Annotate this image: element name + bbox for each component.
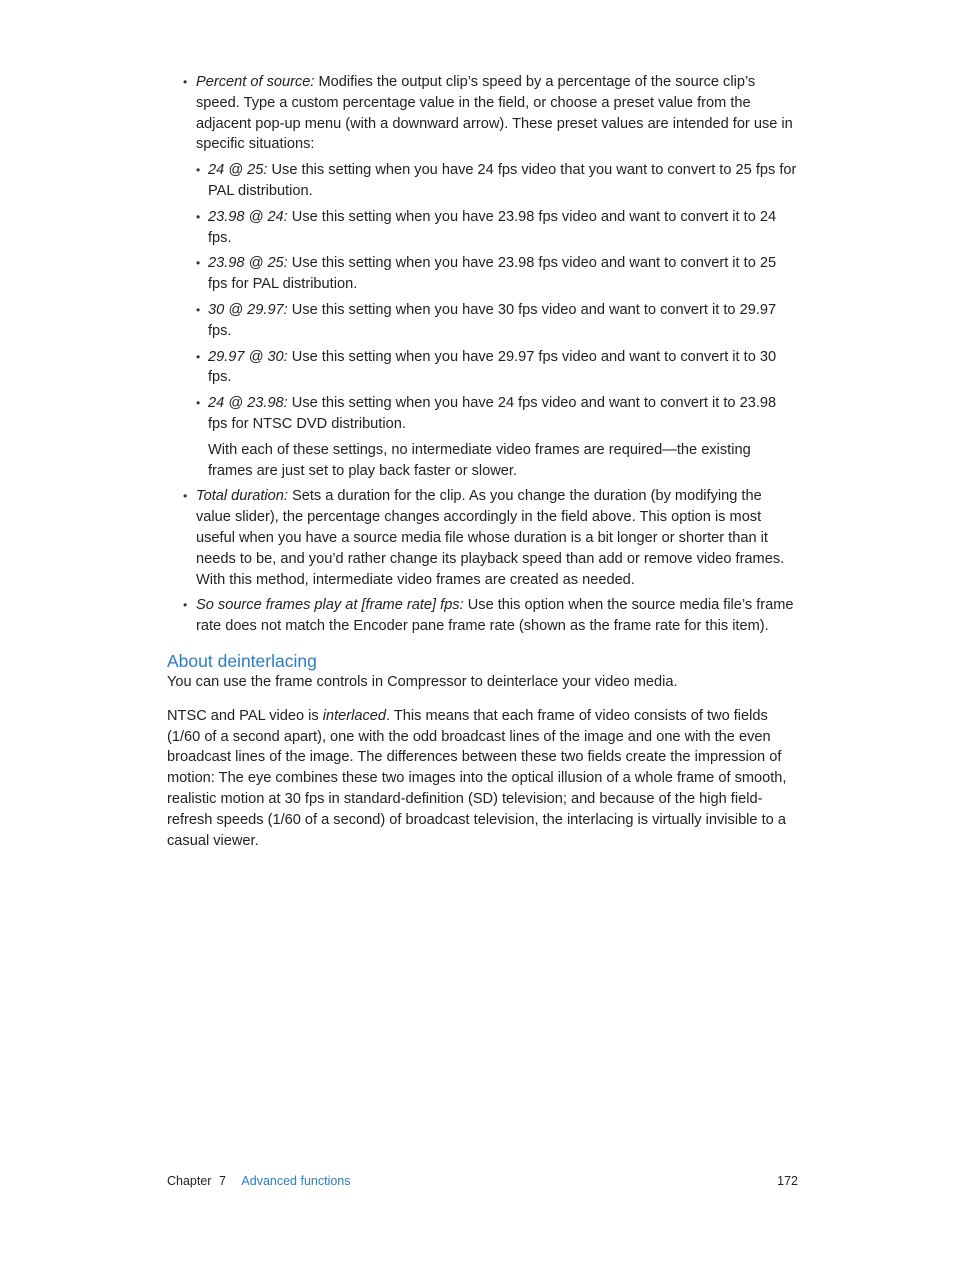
item-description: Sets a duration for the clip. As you change the duration (by modifying the value slider), the percentage changes accordingly in the field above. This option is most useful when you have a source media file whose duration is a bit longer or shorter than it needs to be, and you’d rather change its playback speed than add or remove video frames. With this method, intermediate video frames are created as needed. bbox=[196, 488, 785, 588]
list-item bbox=[196, 393, 799, 435]
chapter-label: Chapter bbox=[167, 1174, 212, 1188]
paragraph-text: . This means that each frame of video consists of two fields (1/60 of a second apart), one with the odd broadcast lines of the image and one with the even broadcast lines of the image. The differences between these two fields create the impression of motion: The eye combines these two images into the optical illusion of a whole frame of smooth, realistic motion at 30 fps in standard-definition (SD) television; and because of the high field-refresh speeds (1/60 of a second) of broadcast television, the interlacing is virtually invisible to a casual viewer. bbox=[167, 707, 787, 849]
term-label: 29.97 @ 30: bbox=[208, 348, 288, 365]
chapter-title-link[interactable]: Advanced functions bbox=[241, 1174, 351, 1188]
term-label: 24 @ 23.98: bbox=[208, 395, 288, 412]
body-paragraph: You can use the frame controls in Compressor to deinterlace your video media. bbox=[167, 673, 678, 690]
list-item-percent-of-source bbox=[167, 72, 799, 481]
item-description: Use this setting when you have 23.98 fps video and want to convert it to 24 fps. bbox=[208, 208, 777, 246]
list-item-source-frames bbox=[167, 595, 799, 637]
preset-list bbox=[196, 160, 799, 435]
list-item bbox=[196, 300, 799, 342]
term-label: 23.98 @ 25: bbox=[208, 255, 288, 272]
chapter-number: 7 bbox=[218, 1174, 226, 1188]
page-footer bbox=[167, 1172, 799, 1190]
body-paragraph-interlaced bbox=[167, 706, 799, 852]
term-label: 23.98 @ 24: bbox=[208, 208, 288, 225]
term-label: Percent of source: bbox=[196, 74, 315, 90]
list-item bbox=[196, 347, 799, 389]
term-label: 24 @ 25: bbox=[208, 162, 268, 179]
preset-note: With each of these settings, no intermediate video frames are required—the existing frames are just set to play back faster or slower. bbox=[208, 441, 751, 479]
list-item-total-duration bbox=[167, 486, 799, 590]
item-description: Use this setting when you have 30 fps video and want to convert it to 29.97 fps. bbox=[208, 301, 777, 339]
list-item bbox=[196, 207, 799, 249]
item-description: Use this setting when you have 23.98 fps video and want to convert it to 25 fps for PAL distribution. bbox=[208, 255, 777, 293]
option-list bbox=[167, 72, 799, 637]
term-label: 30 @ 29.97: bbox=[208, 301, 288, 318]
list-item bbox=[196, 253, 799, 295]
item-description: Use this setting when you have 24 fps video and want to convert it to 23.98 fps for NTSC DVD distribution. bbox=[208, 395, 777, 432]
page-number: 172 bbox=[777, 1174, 798, 1188]
item-description: Use this option when the source media file’s frame rate does not match the Encoder pane frame rate (shown as the frame rate for this item). bbox=[196, 597, 794, 635]
emphasis-term: interlaced bbox=[322, 707, 387, 724]
page-content bbox=[167, 72, 799, 864]
list-item bbox=[196, 160, 799, 202]
item-description: Use this setting when you have 29.97 fps video and want to convert it to 30 fps. bbox=[208, 348, 777, 386]
section-heading: About deinterlacing bbox=[167, 650, 317, 671]
item-description: Use this setting when you have 24 fps video that you want to convert to 25 fps for PAL distribution. bbox=[208, 162, 797, 199]
term-label: So source frames play at [frame rate] fps: bbox=[196, 597, 464, 614]
term-label: Total duration: bbox=[196, 488, 288, 505]
paragraph-text: NTSC and PAL video is bbox=[167, 707, 323, 724]
item-description: Modifies the output clip’s speed by a percentage of the source clip’s speed. Type a custom percentage value in the field, or choose a preset value from the adjacent pop-up menu (with a downward arrow). These preset values are intended for use in specific situations: bbox=[196, 74, 793, 153]
